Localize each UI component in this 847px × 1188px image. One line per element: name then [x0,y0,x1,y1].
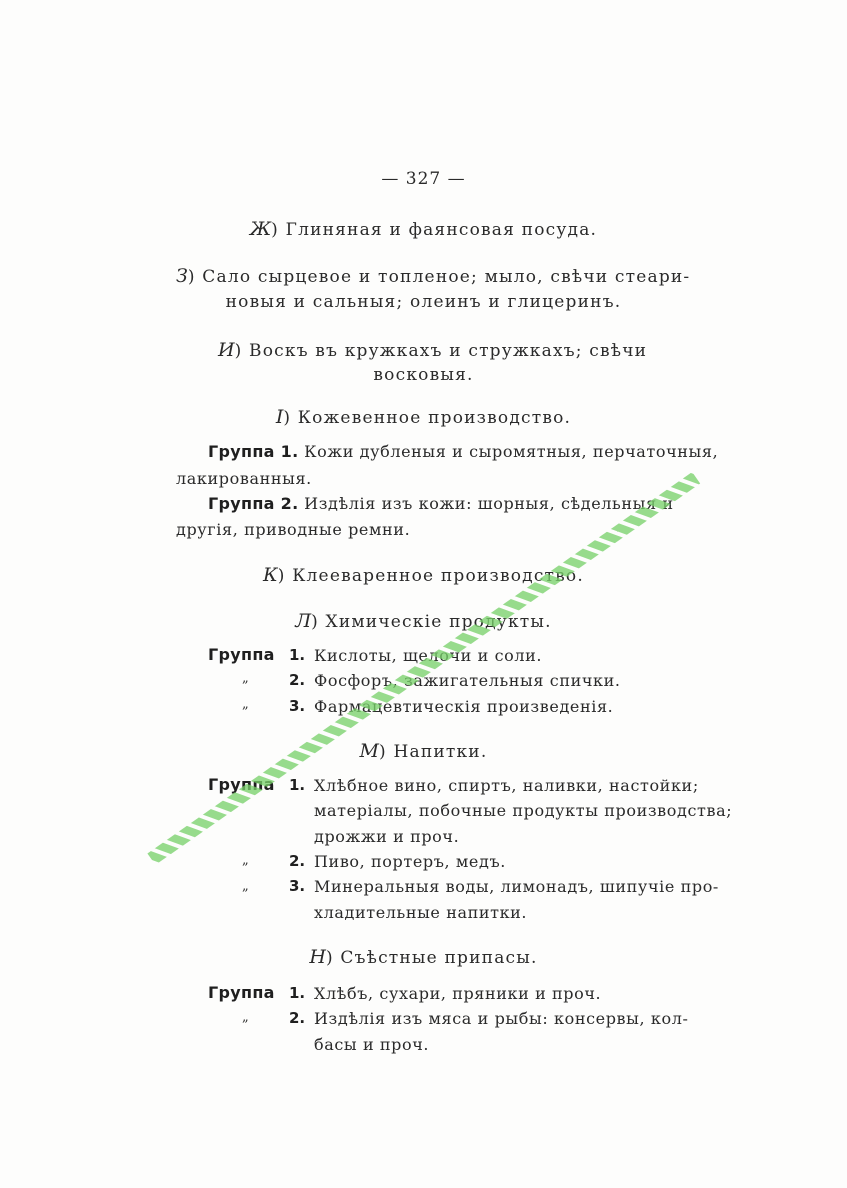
heading-z-line1: З) Сало сырцевое и топленое; мыло, свѣчи стеари- [176,265,691,287]
heading-text: Глиняная и фаянсовая посуда. [285,220,598,240]
group-label: Группа [208,775,275,794]
item-number: 1. [289,646,306,664]
heading-i-line1: И) Воскъ въ кружкахъ и стружкахъ; свѣчи [218,339,648,361]
item-text: Хлѣбное вино, спиртъ, наливки, настойки; [314,776,699,795]
ditto-mark: „ [242,879,249,894]
group-label: Группа 2. [208,494,299,513]
group-label: Группа [208,645,275,664]
heading-l: Л) Химическіе продукты. [295,610,552,632]
section-letter: І [275,406,284,428]
item-number: 2. [289,852,306,870]
heading-i-dec: І) Кожевенное производство. [275,406,572,428]
item-text: дрожжи и проч. [314,827,460,846]
item-text: Пиво, портеръ, медъ. [314,852,506,871]
group-label: Группа [208,983,275,1002]
page-number: — 327 — [381,169,466,189]
heading-i-line2: восковыя. [373,365,474,385]
heading-m: М) Напитки. [359,740,488,762]
section-letter: К [263,564,278,586]
item-number: 3. [289,877,306,895]
section-letter: Н [309,946,326,968]
item-number: 3. [289,697,306,715]
ditto-mark: „ [242,697,249,712]
group-2-line1: Группа 2. Издѣлія изъ кожи: шорныя, сѣдельныя и [208,494,674,513]
group-2-line2: другія, приводные ремни. [176,520,411,539]
item-text: Фармацевтическія произведенія. [314,697,614,716]
section-letter: Ж [249,218,272,240]
group-1-line2: лакированныя. [176,469,312,488]
item-number: 1. [289,984,306,1002]
section-letter: М [359,740,380,762]
section-letter: З [176,265,188,287]
section-letter: Л [295,610,312,632]
item-text: хладительные напитки. [314,903,528,922]
item-text: Издѣлія изъ мяса и рыбы: консервы, кол- [314,1009,689,1028]
ditto-mark: „ [242,671,249,686]
heading-zh: Ж) Глиняная и фаянсовая посуда. [249,218,598,240]
item-text: матеріалы, побочные продукты производства; [314,801,733,820]
item-text: басы и проч. [314,1035,430,1054]
heading-z-line2: новыя и сальныя; олеинъ и глицеринъ. [225,292,622,312]
item-text: Фосфоръ, зажигательныя спички. [314,671,621,690]
group-1-line1: Группа 1. Кожи дубленыя и сыромятныя, перчаточныя, [208,442,719,461]
item-text: Кислоты, щелочи и соли. [314,646,543,665]
section-letter: И [218,339,235,361]
ditto-mark: „ [242,1010,249,1025]
ditto-mark: „ [242,853,249,868]
heading-k: К) Клееваренное производство. [263,564,584,586]
item-text: Хлѣбъ, сухари, пряники и проч. [314,984,602,1003]
item-number: 1. [289,776,306,794]
item-number: 2. [289,671,306,689]
group-label: Группа 1. [208,442,299,461]
item-number: 2. [289,1009,306,1027]
item-text: Минеральныя воды, лимонадъ, шипучіе про- [314,877,719,896]
heading-n: Н) Съѣстные припасы. [309,946,538,968]
